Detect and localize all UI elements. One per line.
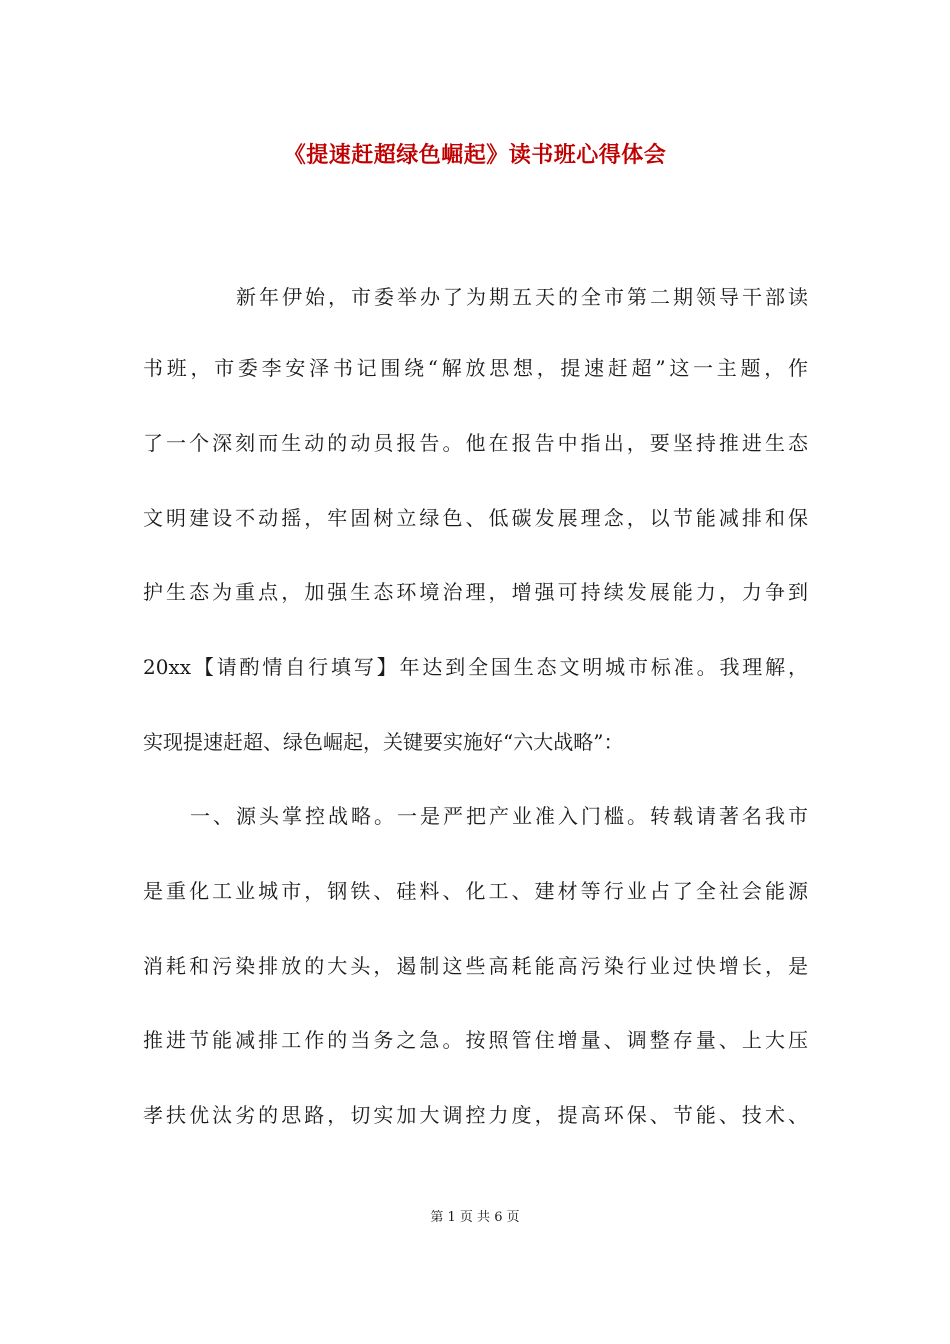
document-title: 《提速赶超绿色崛起》读书班心得体会: [283, 142, 667, 168]
paragraph2-line-4: 推进节能减排工作的当务之急。按照管住增量、调整存量、上大压: [143, 1028, 808, 1052]
paragraph2-line-1: 一、源头掌控战略。一是严把产业准入门槛。转载请著名我市: [190, 804, 808, 828]
paragraph1-line-6: 20xx【请酌情自行填写】年达到全国生态文明城市标准。我理解，: [143, 655, 808, 679]
page-number-footer: 第 1 页 共 6 页: [430, 1210, 520, 1225]
paragraph2-line-5: 孝扶优汰劣的思路，切实加大调控力度，提高环保、节能、技术、: [143, 1103, 808, 1127]
paragraph1-line-1: 新年伊始，市委举办了为期五天的全市第二期领导干部读: [236, 285, 808, 309]
paragraph2-line-2: 是重化工业城市，钢铁、硅料、化工、建材等行业占了全社会能源: [143, 879, 808, 903]
paragraph1-line-4: 文明建设不动摇，牢固树立绿色、低碳发展理念，以节能减排和保: [143, 506, 808, 530]
paragraph2-line-3: 消耗和污染排放的大头，遏制这些高耗能高污染行业过快增长，是: [143, 954, 808, 978]
paragraph1-line-2: 书班，市委李安泽书记围绕“解放思想，提速赶超”这一主题，作: [143, 356, 808, 380]
paragraph1-line-3: 了一个深刻而生动的动员报告。他在报告中指出，要坚持推进生态: [143, 431, 808, 455]
paragraph1-line-5: 护生态为重点，加强生态环境治理，增强可持续发展能力，力争到: [143, 580, 808, 604]
paragraph1-line-7: 实现提速赶超、绿色崛起，关键要实施好“六大战略”：: [143, 730, 624, 754]
